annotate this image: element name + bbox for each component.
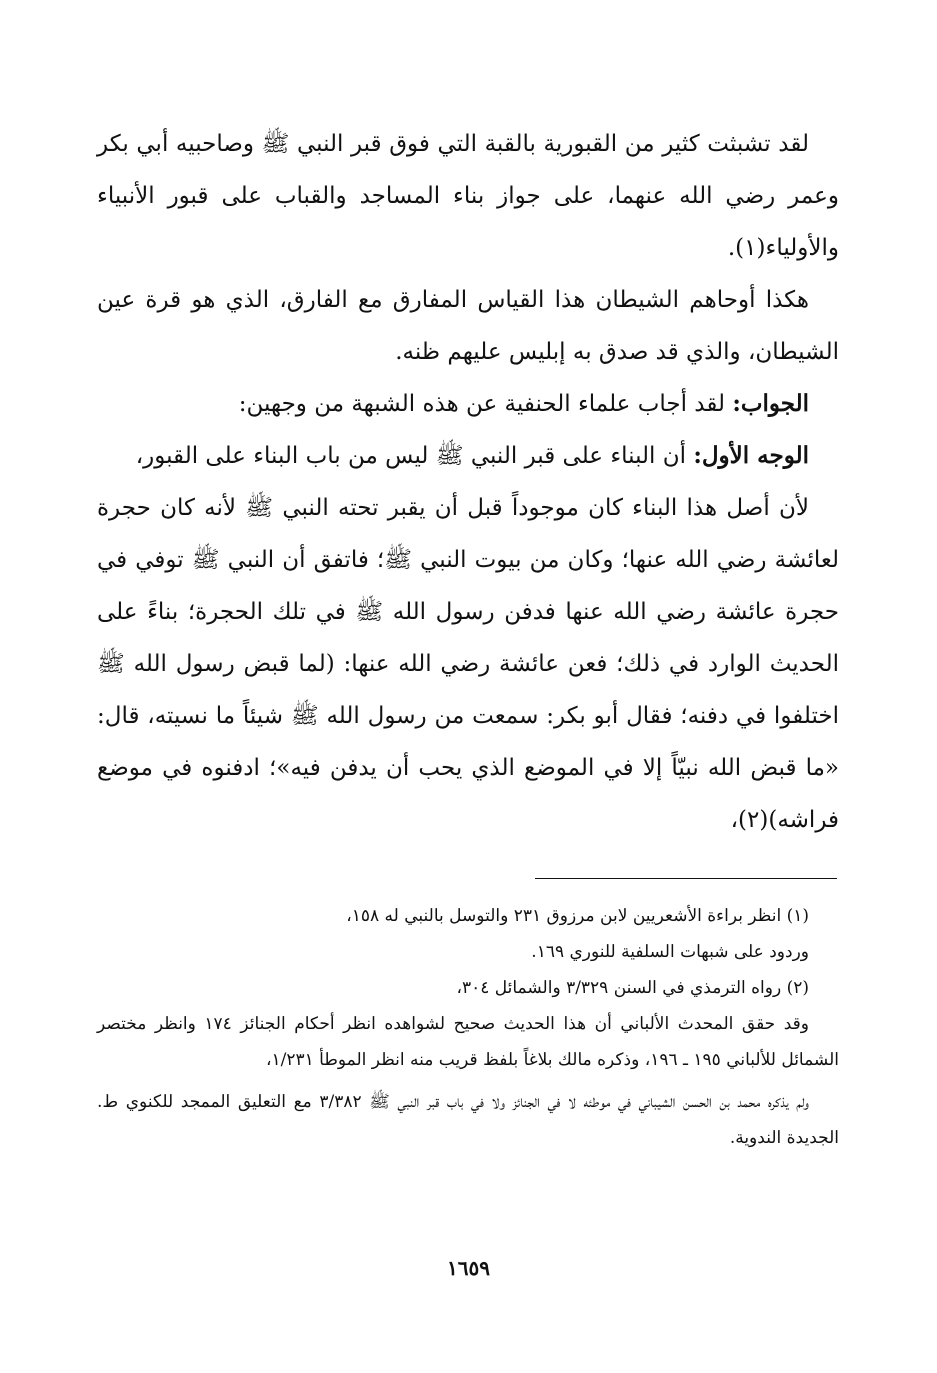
paragraph-3: لأن أصل هذا البناء كان موجوداً قبل أن يقبر تحته النبي ﷺ لأنه كان حجرة لعائشة رضي الله عنها؛ وكان من بيوت النبي ﷺ؛ فاتفق أن النبي ﷺ توفي في حجرة عائشة رضي الله عنها فدفن رسول الله ﷺ في تلك الحجرة؛ بناءً على الحديث الوارد في ذلك؛ فعن عائشة رضي الله عنها: (لما قبض رسول الله ﷺ اختلفوا في دفنه؛ فقال أبو بكر: سمعت من رسول الله ﷺ شيئاً ما نسيته، قال: «ما قبض الله نبيّاً إلا في الموضع الذي يحب أن يدفن فيه»؛ ادفنوه في موضع فراشه)(٢)، <box>97 495 839 833</box>
first-aspect-text: أن البناء على قبر النبي ﷺ ليس من باب البناء على القبور، <box>135 443 694 469</box>
answer-lead: الجواب: <box>732 390 809 417</box>
main-text <box>97 118 839 846</box>
page-number: ١٦٥٩ <box>447 1256 490 1280</box>
footnote-1: (١) انظر براءة الأشعريين لابن مرزوق ٢٣١ والتوسل بالنبي له ١٥٨، <box>346 906 809 926</box>
footnote-2-continued: وقد حقق المحدث الألباني أن هذا الحديث صحيح لشواهده انظر أحكام الجنائز ١٧٤ وانظر مختصر الشمائل للألباني ١٩٥ ـ ١٩٦، وذكره مالك بلاغاً بلفظ قريب منه انظر الموطأ ١/٢٣١، <box>97 1014 839 1070</box>
paragraph-1: لقد تشبثت كثير من القبورية بالقبة التي فوق قبر النبي ﷺ وصاحبيه أبي بكر وعمر رضي الله عنهما، على جواز بناء المساجد والقباب على قبور الأنبياء والأولياء(١). <box>97 131 839 261</box>
footnote-divider <box>535 878 837 879</box>
first-aspect-lead: الوجه الأول: <box>693 442 809 469</box>
paragraph-2: هكذا أوحاهم الشيطان هذا القياس المفارق مع الفارق، الذي هو قرة عين الشيطان، والذي قد صدق به إبليس عليهم ظنه. <box>97 287 839 365</box>
footnote-2: (٢) رواه الترمذي في السنن ٣/٣٢٩ والشمائل ٣٠٤، <box>456 978 809 998</box>
paragraph-answer <box>97 378 839 430</box>
footnote-1-continued: وردود على شبهات السلفية للنوري ١٦٩. <box>531 942 809 962</box>
footnote-2-note: ولم يذكره محمد بن الحسن الشيباني في موطئه لا في الجنائز ولا في باب قبر النبي ﷺ ٣/٣٨٢ مع التعليق الممجد للكنوي ط. الجديدة الندوية. <box>97 1092 839 1148</box>
paragraph-first-aspect <box>97 430 839 482</box>
answer-text: لقد أجاب علماء الحنفية عن هذه الشبهة من وجهين: <box>238 391 733 417</box>
footnotes <box>97 898 839 1156</box>
